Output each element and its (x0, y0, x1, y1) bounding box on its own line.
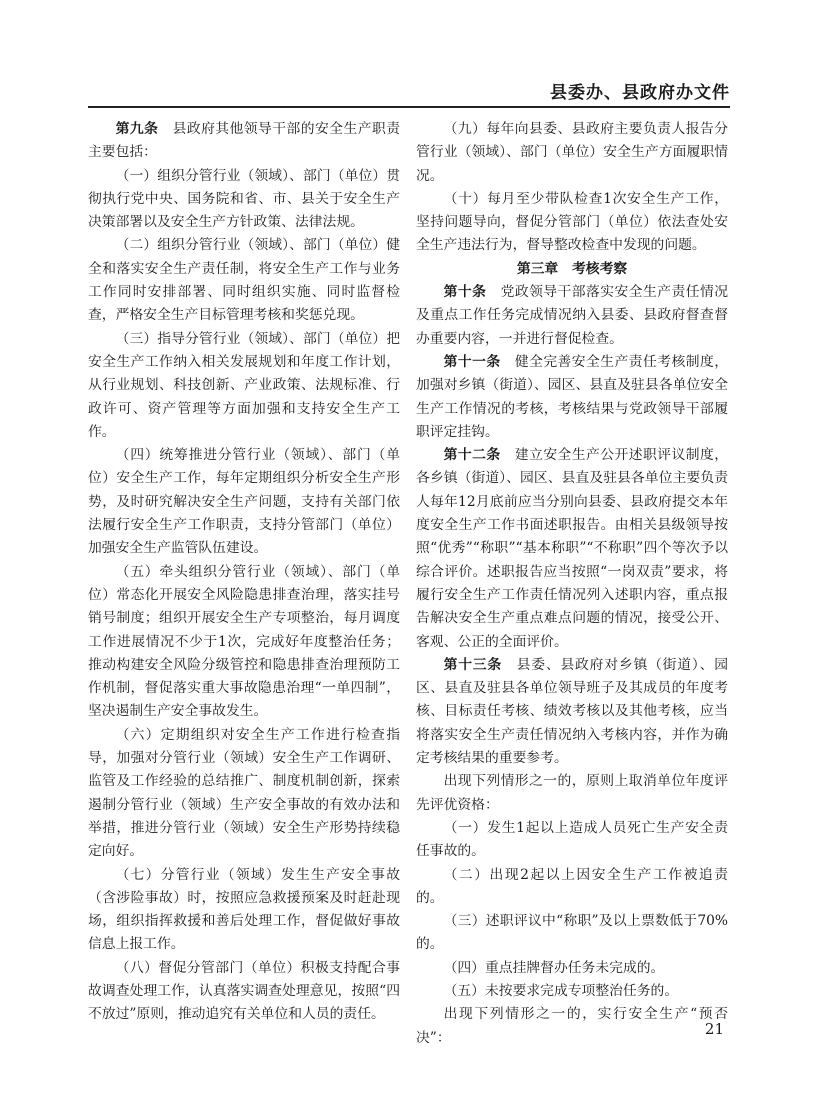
article-paragraph (416, 444, 728, 654)
article-text: 县政府其他领导干部的安全生产职责主要包括： (88, 121, 401, 161)
body-paragraph: （四）重点挂牌督办任务未完成的。 (443, 959, 665, 976)
article-label: 第九条 (115, 121, 159, 137)
body-paragraph: （四）统筹推进分管行业（领域）、部门（单位）安全生产工作，每年定期组织分析安全生产形势，及时研究解决安全生产问题，支持有关部门依法履行安全生产工作职责，支持分管部门（单位）加强安全生产监管队伍建设。 (88, 447, 400, 557)
chapter-heading: 第三章 考核考察 (516, 260, 628, 277)
article-paragraph (416, 654, 728, 770)
article-paragraph (416, 281, 728, 351)
body-paragraph: （二）出现2起以上因安全生产工作被追责的。 (416, 866, 728, 906)
body-paragraph: 出现下列情形之一的，实行安全生产“预否决”： (416, 1006, 728, 1046)
article-text: 县委、县政府对乡镇（街道）、园区、县直及驻县各单位领导班子及其成员的年度考核、目标责任考核、绩效考核以及其他考核，应当将落实安全生产责任情况纳入考核内容，并作为确定考核结果的重要参考。 (416, 656, 728, 767)
body-paragraph: （五）未按要求完成专项整治任务的。 (443, 982, 679, 999)
left-column (88, 118, 401, 1023)
article-label: 第十三条 (443, 656, 503, 673)
page-number: 21 (704, 1020, 724, 1038)
body-paragraph: （五）牵头组织分管行业（领域）、部门（单位）常态化开展安全风险隐患排查治理，落实挂号销号制度；组织开展安全生产专项整治，每月调度工作进展情况不少于1次，完成好年度整治任务；推动构建安全风险分级管控和隐患排查治理预防工作机制，督促落实重大事故隐患治理“一单四制”，坚决遏制生产安全事故发生。 (88, 563, 400, 720)
article-paragraph (88, 118, 400, 165)
body-paragraph: （一）发生1起以上造成人员死亡生产安全责任事故的。 (416, 819, 728, 860)
article-label: 第十条 (443, 284, 487, 301)
body-paragraph: （二）组织分管行业（领域）、部门（单位）健全和落实安全生产责任制，将安全生产工作与业务工作同时安排部署、同时组织实施、同时监督检查，严格安全生产目标管理考核和奖惩兑现。 (88, 237, 400, 324)
body-paragraph: （三）指导分管行业（领域）、部门（单位）把安全生产工作纳入相关发展规划和年度工作计划，从行业规划、科技创新、产业政策、法规标准、行政许可、资产管理等方面加强和支持安全生产工作。 (88, 330, 400, 440)
article-paragraph (416, 351, 728, 444)
article-text: 建立安全生产公开述职评议制度，各乡镇（街道）、园区、县直及驻县各单位主要负责人每年12月底前应当分别向县委、县政府提交本年度安全生产工作书面述职报告。由相关县级领导按照“优秀”“称职”“基本称职”“不称职”四个等次予以综合评价。述职报告应当按照“一岗双责”要求，将履行安全生产工作责任情况列入述职内容，重点报告解决安全生产重点难点问题的情况，接受公开、客观、公正的全面评价。 (416, 447, 729, 650)
body-paragraph: （三）述职评议中“称职”及以上票数低于70%的。 (416, 913, 728, 953)
article-text: 健全完善安全生产责任考核制度，加强对乡镇（街道）、园区、县直及驻县各单位安全生产工作情况的考核，考核结果与党政领导干部履职评定挂钩。 (416, 353, 729, 440)
body-paragraph: （九）每年向县委、县政府主要负责人报告分管行业（领域）、部门（单位）安全生产方面履职情况。 (416, 121, 728, 184)
document-header: 县委办、县政府办文件 (550, 83, 730, 103)
header-divider (88, 106, 730, 108)
article-text: 党政领导干部落实安全生产责任情况及重点工作任务完成情况纳入县委、县政府督查督办重要内容，一并进行督促检查。 (416, 284, 729, 347)
body-paragraph: （十）每月至少带队检查1次安全生产工作，坚持问题导向，督促分管部门（单位）依法查处安全生产违法行为，督导整改检查中发现的问题。 (416, 190, 728, 254)
article-label: 第十二条 (443, 447, 501, 464)
body-paragraph: （一）组织分管行业（领域）、部门（单位）贯彻执行党中央、国务院和省、市、县关于安全生产决策部署以及安全生产方针政策、法律法规。 (88, 167, 400, 231)
body-paragraph: （七）分管行业（领域）发生生产安全事故（含涉险事故）时，按照应急救援预案及时赶赴现场，组织指挥救援和善后处理工作，督促做好事故信息上报工作。 (88, 866, 400, 953)
body-paragraph: （八）督促分管部门（单位）积极支持配合事故调查处理工作，认真落实调查处理意见，按照“四不放过”原则，推动追究有关单位和人员的责任。 (88, 959, 400, 1023)
article-label: 第十一条 (443, 353, 501, 370)
body-paragraph: （六）定期组织对安全生产工作进行检查指导，加强对分管行业（领域）安全生产工作调研、监管及工作经验的总结推广、制度机制创新，探索遏制分管行业（领域）生产安全事故的有效办法和举措，推进分管行业（领域）安全生产形势持续稳定向好。 (88, 726, 400, 860)
body-paragraph: 出现下列情形之一的，原则上取消单位年度评先评优资格： (416, 773, 728, 813)
